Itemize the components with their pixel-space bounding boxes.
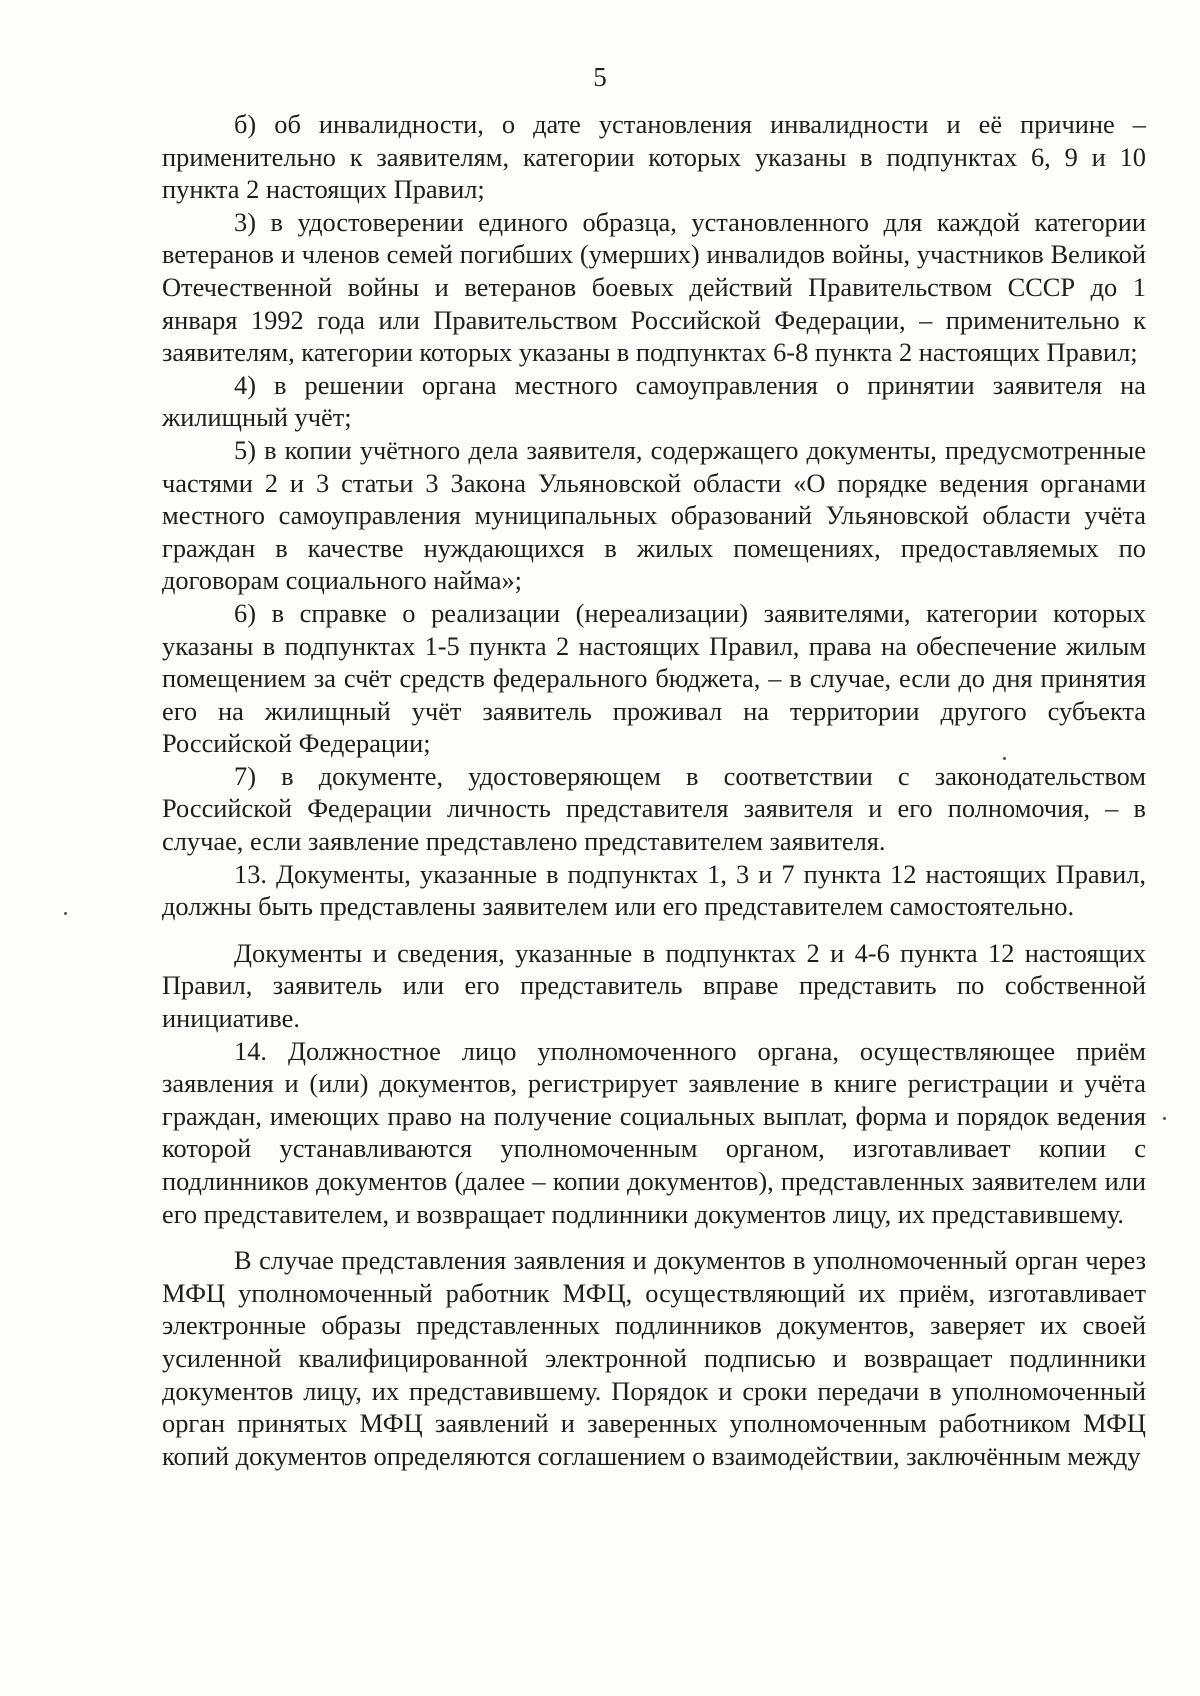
scan-speck	[1003, 757, 1006, 760]
page-number: 5	[593, 62, 607, 92]
paragraph-clause-13: 13. Документы, указанные в подпунктах 1, 3 и 7 пункта 12 настоящих Правил, должны быть представлены заявителем или его представителем самостоятельно.	[162, 858, 1146, 922]
paragraph-clause-14: 14. Должностное лицо уполномоченного органа, осуществляющее приём заявления и (или) документов, регистрирует заявление в книге регистрации и учёта граждан, имеющих право на получение социальных выплат, форма и порядок ведения которой устанавливаются уполномоченным органом, изготавливает копии с подлинников документов (далее – копии документов), представленных заявителем или его представителем, и возвращает подлинники документов лицу, их представившему.	[162, 1035, 1146, 1229]
paragraph-item-7: 7) в документе, удостоверяющем в соответствии с законодательством Российской Федерации личность представителя заявителя и его полномочия, – в случае, если заявление представлено представителем заявителя.	[162, 760, 1146, 857]
scan-speck	[64, 912, 67, 915]
paragraph-mfc: В случае представления заявления и документов в уполномоченный орган через МФЦ уполномоченный работник МФЦ, осуществляющий их приём, изготавливает электронные образы представленных подлинников документов, заверяет их своей усиленной квалифицированной электронной подписью и возвращает подлинники документов лицу, их представившему. Порядок и сроки передачи в уполномоченный орган принятых МФЦ заявлений и заверенных уполномоченным работником МФЦ копий документов определяются соглашением о взаимодействии, заключённым между	[162, 1245, 1146, 1471]
scan-speck	[1163, 1117, 1166, 1120]
paragraph-disability-info: б) об инвалидности, о дате установления инвалидности и её причине – применительно к заявителям, категории которых указаны в подпунктах 6, 9 и 10 пункта 2 настоящих Правил;	[162, 109, 1146, 205]
paragraph-item-5: 5) в копии учётного дела заявителя, содержащего документы, предусмотренные частями 2 и 3 статьи 3 Закона Ульяновской области «О порядке ведения органами местного самоуправления муниципальных образований Ульяновской области учёта граждан в качестве нуждающихся в жилых помещениях, предоставляемых по договорам социального найма»;	[162, 434, 1146, 596]
paragraph-item-4: 4) в решении органа местного самоуправления о принятии заявителя на жилищный учёт;	[162, 369, 1146, 433]
paragraph-item-6: 6) в справке о реализации (нереализации) заявителями, категории которых указаны в подпунктах 1-5 пункта 2 настоящих Правил, права на обеспечение жилым помещением за счёт средств федерального бюджета, – в случае, если до дня принятия его на жилищный учёт заявитель проживал на территории другого субъекта Российской Федерации;	[162, 597, 1146, 759]
paragraph-clause-13-cont: Документы и сведения, указанные в подпунктах 2 и 4-6 пункта 12 настоящих Правил, заявитель или его представитель вправе представить по собственной инициативе.	[162, 937, 1146, 1034]
document-body	[162, 108, 1146, 1472]
paragraph-item-3: 3) в удостоверении единого образца, установленного для каждой категории ветеранов и членов семей погибших (умерших) инвалидов войны, участников Великой Отечественной войны и ветеранов боевых действий Правительством СССР до 1 января 1992 года или Правительством Российской Федерации, – применительно к заявителям, категории которых указаны в подпунктах 6-8 пункта 2 настоящих Правил;	[162, 206, 1146, 368]
